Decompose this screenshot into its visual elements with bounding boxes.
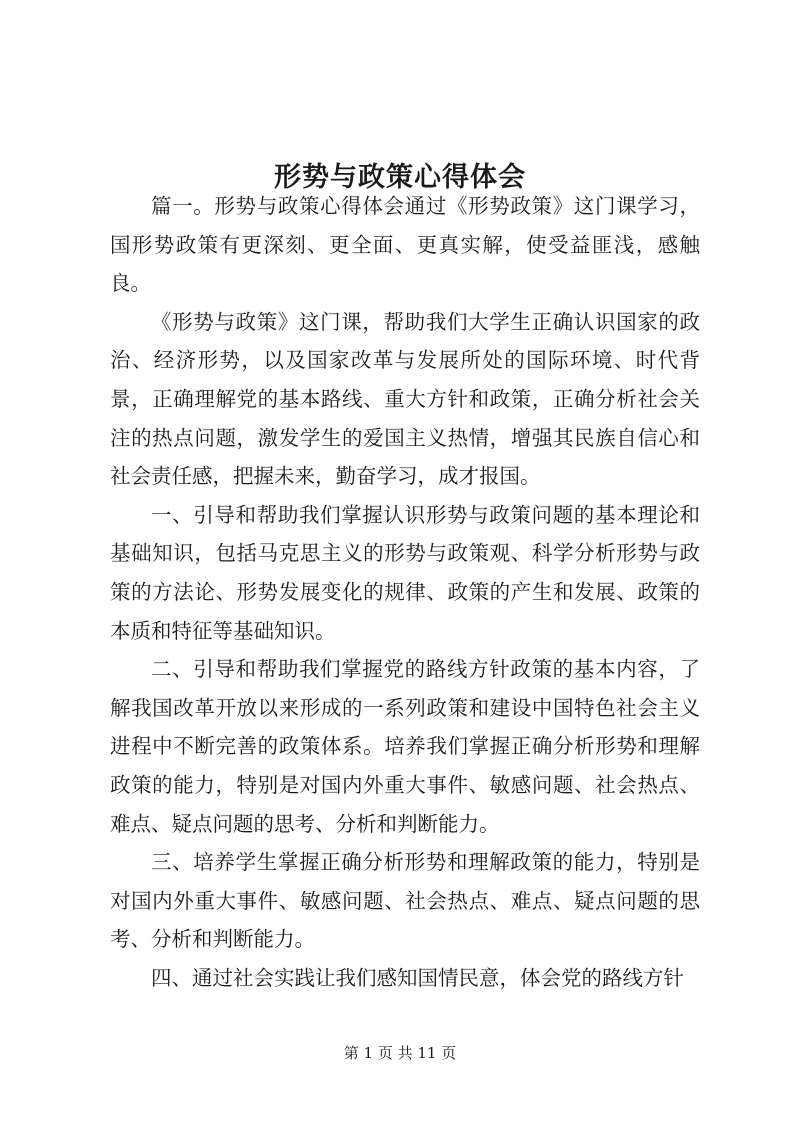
document-body — [110, 187, 700, 997]
paragraph-point-three: 三、培养学生掌握正确分析形势和理解政策的能力，特别是对国内外重大事件、敏感问题、社会热点、难点、疑点问题的思考、分析和判断能力。 — [110, 850, 700, 952]
paragraph-intro: 篇一。形势与政策心得体会通过《形势政策》这门课学习，国形势政策有更深刻、更全面、更真实解，使受益匪浅，感触良。 — [110, 194, 700, 296]
paragraph-point-two: 二、引导和帮助我们掌握党的路线方针政策的基本内容，了解我国改革开放以来形成的一系列政策和建设中国特色社会主义进程中不断完善的政策体系。培养我们掌握正确分析形势和理解政策的能力，特别是对国内外重大事件、敏感问题、社会热点、难点、疑点问题的思考、分析和判断能力。 — [110, 657, 700, 836]
document-title: 形势与政策心得体会 — [274, 162, 526, 194]
page-number-footer: 第 1 页 共 11 页 — [343, 1044, 457, 1062]
paragraph-course-overview: 《形势与政策》这门课，帮助我们大学生正确认识国家的政治、经济形势，以及国家改革与发展所处的国际环境、时代背景，正确理解党的基本路线、重大方针和政策，正确分析社会关注的热点问题，激发学生的爱国主义热情，增强其民族自信心和社会责任感，把握未来，勤奋学习，成才报国。 — [110, 309, 700, 489]
paragraph-point-one: 一、引导和帮助我们掌握认识形势与政策问题的基本理论和基础知识，包括马克思主义的形势与政策观、科学分析形势与政策的方法论、形势发展变化的规律、政策的产生和发展、政策的本质和特征等基础知识。 — [110, 502, 700, 643]
paragraph-point-four: 四、通过社会实践让我们感知国情民意，体会党的路线方针 — [151, 965, 684, 990]
